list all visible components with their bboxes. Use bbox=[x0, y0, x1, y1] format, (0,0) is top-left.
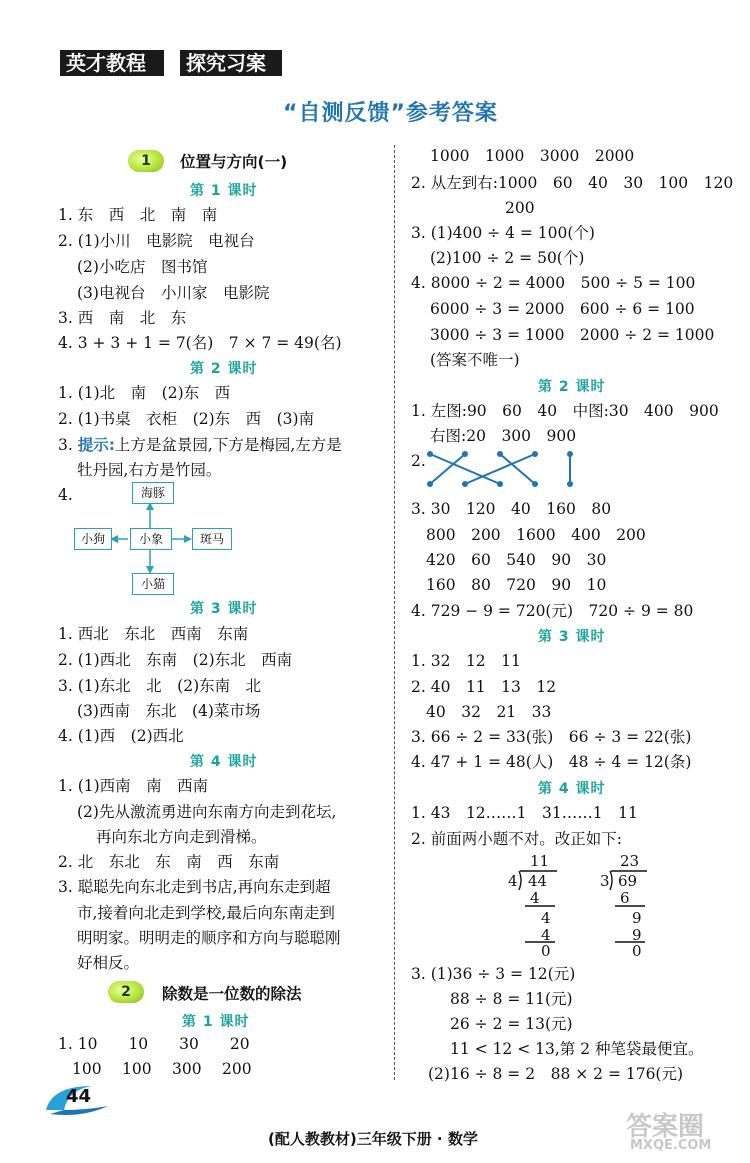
answer-line: 2. 北 东北 东 南 西 东南 bbox=[58, 853, 280, 871]
long-division-quotient: 23 bbox=[620, 852, 640, 870]
long-division-step: 4 bbox=[541, 909, 551, 927]
long-division-remainder: 0 bbox=[632, 942, 642, 960]
answer-number: 3. bbox=[58, 436, 78, 454]
answer-line: 牡丹园,右方是竹园。 bbox=[77, 461, 222, 479]
answer-line: 11 < 12 < 13,第 2 种笔袋最便宜。 bbox=[450, 1040, 704, 1058]
diagram-left-box: 小狗 bbox=[74, 528, 112, 550]
answer-line: (2)16 ÷ 8 = 2 88 × 2 = 176(元) bbox=[428, 1065, 684, 1083]
answer-line: 40 32 21 33 bbox=[426, 703, 552, 721]
answer-line: 好相反。 bbox=[77, 954, 140, 972]
long-division-divisor: 4 bbox=[508, 872, 518, 890]
answer-line: 200 bbox=[505, 199, 535, 217]
lesson-heading: 第 1 课时 bbox=[182, 1014, 250, 1030]
diagram-bottom-box: 小猫 bbox=[132, 573, 174, 595]
hint-text: 上方是盆景园,下方是梅园,左方是 bbox=[114, 436, 342, 454]
answer-line: 1. 43 12……1 31……1 11 bbox=[411, 804, 638, 822]
answer-line bbox=[58, 435, 342, 455]
answer-line: 800 200 1600 400 200 bbox=[426, 526, 646, 544]
answer-line: (2)小吃店 图书馆 bbox=[77, 258, 208, 276]
answer-line: 2. bbox=[411, 452, 426, 470]
long-division-dividend: 69 bbox=[618, 872, 638, 890]
diagram-right-box: 斑马 bbox=[192, 528, 232, 550]
lesson-heading: 第 2 课时 bbox=[538, 379, 606, 395]
watermark-text: 答案圈 bbox=[626, 1112, 705, 1142]
answer-line: 4. (1)西 (2)西北 bbox=[58, 727, 184, 745]
long-division-step: 4 bbox=[530, 889, 540, 907]
answer-line: 4. 3 + 3 + 1 = 7(名) 7 × 7 = 49(名) bbox=[58, 334, 342, 352]
answer-line: (2)先从激流勇进向东南方向走到花坛, bbox=[77, 803, 337, 821]
answer-line: 3. (1)400 ÷ 4 = 100(个) bbox=[411, 224, 595, 242]
answer-line: (答案不唯一) bbox=[430, 351, 520, 369]
lesson-heading: 第 3 课时 bbox=[538, 629, 606, 645]
answer-line: (3)西南 东北 (4)菜市场 bbox=[77, 702, 261, 720]
answer-line: 4. bbox=[58, 486, 73, 504]
long-division-step: 4 bbox=[541, 926, 551, 944]
answer-line: 3. (1)东北 北 (2)东南 北 bbox=[58, 677, 262, 695]
answer-line: 3. 66 ÷ 2 = 33(张) 66 ÷ 3 = 22(张) bbox=[411, 728, 692, 746]
long-division-step: 9 bbox=[632, 909, 642, 927]
lesson-heading: 第 1 课时 bbox=[190, 183, 258, 199]
answer-line: 1000 1000 3000 2000 bbox=[430, 147, 635, 165]
answer-line: 2. (1)西北 东南 (2)东北 西南 bbox=[58, 651, 293, 669]
answer-line: 6000 ÷ 3 = 2000 600 ÷ 6 = 100 bbox=[430, 300, 695, 318]
unit-badge-2: 2 bbox=[108, 981, 144, 1003]
page-title: “自测反馈”参考答案 bbox=[283, 101, 498, 126]
brand-left: 英才教程 bbox=[60, 50, 164, 76]
lesson-heading: 第 2 课时 bbox=[190, 361, 258, 377]
answer-line: 1. 10 10 30 20 bbox=[58, 1035, 250, 1053]
answer-line: 3. 聪聪先向东北走到书店,再向东走到超 bbox=[58, 878, 331, 896]
answer-line: 4. 729 − 9 = 720(元) 720 ÷ 9 = 80 bbox=[411, 602, 694, 620]
brand-right: 探究习案 bbox=[180, 50, 282, 76]
diagram-center-box: 小象 bbox=[130, 528, 172, 550]
answer-line: 88 ÷ 8 = 11(元) bbox=[450, 990, 573, 1008]
answer-line: 100 100 300 200 bbox=[72, 1060, 252, 1078]
answer-line: 2. (1)小川 电影院 电视台 bbox=[58, 232, 255, 250]
answer-line: 2. (1)书桌 衣柜 (2)东 西 (3)南 bbox=[58, 410, 315, 428]
answer-line: 26 ÷ 2 = 13(元) bbox=[450, 1015, 573, 1033]
watermark-url: MXQE.COM bbox=[630, 1138, 712, 1153]
answer-line: 1. (1)北 南 (2)东 西 bbox=[58, 384, 231, 402]
long-division-step: 6 bbox=[620, 889, 630, 907]
lesson-heading: 第 4 课时 bbox=[190, 754, 258, 770]
answer-line: 再向东北方向走到滑梯。 bbox=[96, 828, 267, 846]
answer-line: 420 60 540 90 30 bbox=[426, 551, 607, 569]
long-division-dividend: 44 bbox=[528, 872, 548, 890]
answer-line: 3. 30 120 40 160 80 bbox=[411, 500, 612, 518]
long-division-divisor: 3 bbox=[600, 872, 610, 890]
answer-line: 1. 西北 东北 西南 东南 bbox=[58, 625, 249, 643]
answer-line: 明明家。明明走的顺序和方向与聪聪刚 bbox=[77, 929, 341, 947]
lesson-heading: 第 4 课时 bbox=[538, 781, 606, 797]
page-number: 44 bbox=[66, 1086, 92, 1107]
answer-line: 1. 东 西 北 南 南 bbox=[58, 206, 218, 224]
unit-badge-1: 1 bbox=[128, 150, 164, 172]
answer-line: 1. (1)西南 南 西南 bbox=[58, 777, 209, 795]
answer-line: 2. 40 11 13 12 bbox=[411, 678, 557, 696]
long-division-lines-2 bbox=[597, 868, 657, 958]
answer-line: 3000 ÷ 3 = 1000 2000 ÷ 2 = 1000 bbox=[430, 326, 715, 344]
answer-line: 4. 47 + 1 = 48(人) 48 ÷ 4 = 12(条) bbox=[411, 753, 692, 771]
long-division-remainder: 0 bbox=[541, 942, 551, 960]
hint-label: 提示: bbox=[77, 436, 115, 454]
unit-title-1: 位置与方向(一) bbox=[180, 153, 288, 171]
answer-line: 3. (1)36 ÷ 3 = 12(元) bbox=[411, 965, 576, 983]
diagram-top-box: 海豚 bbox=[132, 482, 174, 504]
long-division-step: 9 bbox=[632, 926, 642, 944]
answer-line: 市,接着向北走到学校,最后向东南走到 bbox=[77, 904, 335, 922]
answer-line: 160 80 720 90 10 bbox=[426, 576, 607, 594]
footer-text: (配人教教材)三年级下册 · 数学 bbox=[268, 1130, 478, 1148]
answer-line: 右图:20 300 900 bbox=[430, 427, 577, 445]
matching-diagram bbox=[425, 448, 575, 490]
answer-line: 1. 32 12 11 bbox=[411, 652, 521, 670]
answer-line: 3. 西 南 北 东 bbox=[58, 309, 187, 327]
answer-line: 1. 左图:90 60 40 中图:30 400 900 bbox=[411, 402, 719, 420]
answer-line: (3)电视台 小川家 电影院 bbox=[77, 284, 270, 302]
unit-title-2: 除数是一位数的除法 bbox=[162, 985, 302, 1003]
answer-line: 2. 前面两小题不对。改正如下: bbox=[411, 830, 622, 848]
answer-line: 2. 从左到右:1000 60 40 30 100 120 bbox=[411, 174, 734, 192]
lesson-heading: 第 3 课时 bbox=[190, 601, 258, 617]
long-division-lines-1 bbox=[505, 868, 565, 958]
long-division-quotient: 11 bbox=[530, 852, 550, 870]
column-divider bbox=[394, 145, 395, 1080]
answer-line: (2)100 ÷ 2 = 50(个) bbox=[430, 249, 585, 267]
answer-line: 4. 8000 ÷ 2 = 4000 500 ÷ 5 = 100 bbox=[411, 274, 696, 292]
